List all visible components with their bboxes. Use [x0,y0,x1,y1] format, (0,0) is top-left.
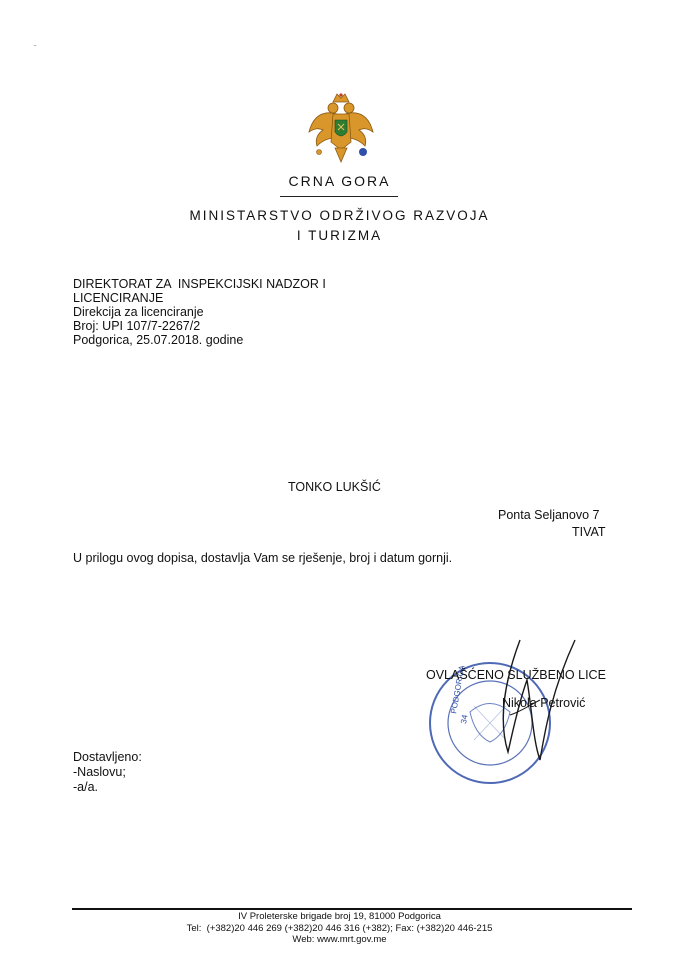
scan-mark: ˘ [34,44,37,53]
sender-line: LICENCIRANJE [73,291,164,305]
sender-line: DIREKTORAT ZA INSPEKCIJSKI NADZOR I [73,277,326,291]
official-title: OVLAŠĆENO SLUŽBENO LICE [426,668,606,682]
delivery-line: -a/a. [73,780,99,794]
country-title: CRNA GORA [288,173,391,189]
delivery-line: -Naslovu; [73,765,126,779]
footer-divider [72,908,632,910]
ministry-line-1: MINISTARSTVO ODRŽIVOG RAZVOJA [189,208,490,223]
sender-line: Podgorica, 25.07.2018. godine [73,333,244,347]
footer-phones: Tel: (+382)20 446 269 (+382)20 446 316 (+382); Fax: (+382)20 446-215 [186,922,493,934]
recipient-street: Ponta Seljanovo 7 [498,508,600,522]
footer-web: Web: www.mrt.gov.me [292,934,387,945]
footer [0,911,679,946]
ministry-title [0,206,679,246]
sender-block [73,277,326,347]
stamp-city: PODGORICA [449,664,467,715]
ministry-line-2: I TURIZMA [296,228,383,243]
delivery-line: Dostavljeno: [73,750,142,764]
official-name: Nikola Petrović [502,696,586,710]
recipient-city: TIVAT [572,525,606,539]
stamp-number: 34 [459,714,470,725]
title-divider [280,196,398,197]
footer-address: IV Proleterske brigade broj 19, 81000 Podgorica [238,911,441,922]
recipient-name: TONKO LUKŠIĆ [288,480,381,494]
delivery-list [73,750,142,795]
coat-of-arms-icon [307,92,375,168]
sender-line: Broj: UPI 107/7-2267/2 [73,319,201,333]
letter-body: U prilogu ovog dopisa, dostavlja Vam se rješenje, broj i datum gornji. [73,551,453,565]
sender-line: Direkcija za licenciranje [73,305,204,319]
